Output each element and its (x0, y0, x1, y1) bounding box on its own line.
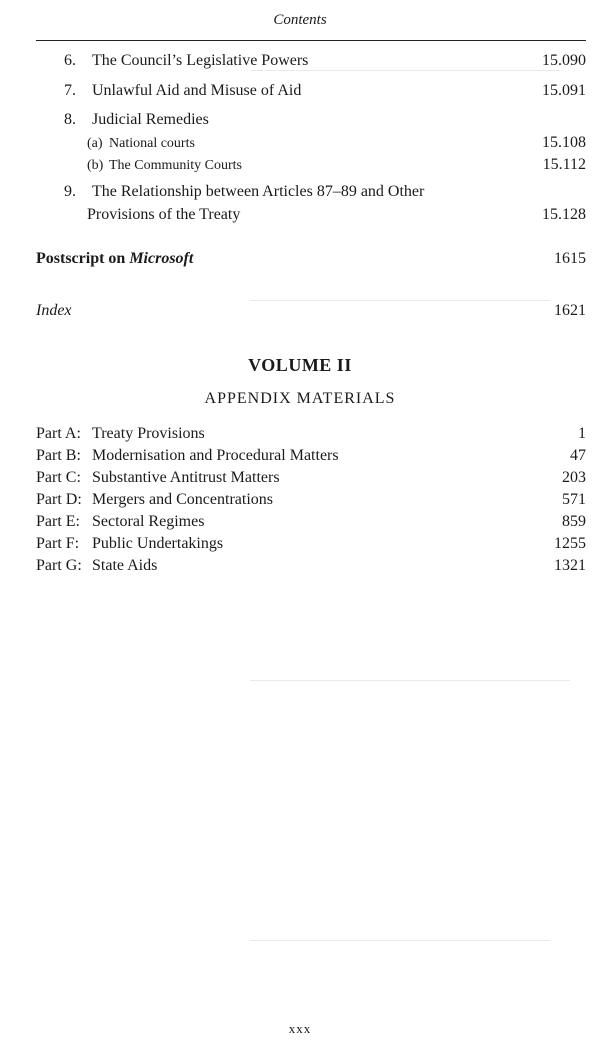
volume-title: VOLUME II (248, 355, 352, 375)
part-title: State Aids (92, 557, 158, 574)
show-through-line (250, 940, 550, 941)
toc-entry-continuation (36, 206, 586, 224)
part-title: Public Undertakings (92, 535, 224, 552)
part-label: Part A: (36, 425, 81, 442)
page-number: xxx (288, 1021, 312, 1036)
part-title: Mergers and Concentrations (92, 491, 273, 508)
part-page: 1255 (554, 535, 586, 552)
header-rule (36, 40, 586, 41)
entry-number: 9. (64, 183, 76, 200)
show-through-line (250, 300, 550, 301)
part-entry (36, 535, 586, 553)
part-entry (36, 447, 586, 465)
show-through-line (250, 70, 560, 71)
show-through-line (250, 680, 570, 681)
part-page: 47 (570, 447, 586, 464)
part-entry (36, 491, 586, 509)
part-page: 859 (562, 513, 586, 530)
toc-subentry (36, 134, 586, 152)
entry-number: 6. (64, 52, 76, 69)
entry-title: Unlawful Aid and Misuse of Aid (92, 82, 302, 99)
entry-page: 15.128 (542, 206, 586, 223)
part-title: Sectoral Regimes (92, 513, 205, 530)
part-label: Part B: (36, 447, 81, 464)
part-label: Part C: (36, 469, 81, 486)
part-entry (36, 469, 586, 487)
entry-number: 8. (64, 111, 76, 128)
entry-number: 7. (64, 82, 76, 99)
entry-page: 15.112 (542, 156, 586, 173)
entry-page: 15.091 (542, 82, 586, 99)
part-page: 203 (562, 469, 586, 486)
part-title: Treaty Provisions (92, 425, 205, 442)
entry-title: Provisions of the Treaty (87, 206, 241, 223)
toc-entry (36, 52, 586, 70)
subentry-title: National courts (109, 136, 195, 151)
toc-entry (36, 183, 586, 201)
toc-subentry (36, 156, 586, 174)
subentry-letter: (b) (87, 158, 104, 173)
part-page: 1321 (554, 557, 586, 574)
entry-page: 15.108 (542, 134, 586, 151)
index-label: Index (36, 302, 72, 319)
part-entry (36, 513, 586, 531)
postscript-label: Postscript on (36, 250, 130, 267)
running-head: Contents (273, 12, 327, 28)
part-label: Part G: (36, 557, 82, 574)
subentry-title: The Community Courts (109, 158, 242, 173)
part-title: Substantive Antitrust Matters (92, 469, 280, 486)
entry-page: 15.090 (542, 52, 586, 69)
postscript-page: 1615 (554, 250, 586, 267)
part-label: Part F: (36, 535, 80, 552)
toc-entry (36, 82, 586, 100)
part-entry (36, 425, 586, 443)
toc-entry (36, 111, 586, 129)
subentry-letter: (a) (87, 136, 103, 151)
part-page: 1 (578, 425, 586, 442)
volume-subtitle: APPENDIX MATERIALS (204, 390, 396, 407)
postscript-label-italic: Microsoft (129, 250, 194, 267)
entry-title: Judicial Remedies (92, 111, 209, 128)
postscript-entry (36, 250, 586, 268)
part-page: 571 (562, 491, 586, 508)
part-label: Part E: (36, 513, 80, 530)
entry-title: The Council’s Legislative Powers (92, 52, 309, 69)
entry-title: The Relationship between Articles 87–89 and Other (92, 183, 425, 200)
part-entry (36, 557, 586, 575)
index-entry (36, 302, 586, 320)
index-page: 1621 (554, 302, 586, 319)
part-label: Part D: (36, 491, 82, 508)
part-title: Modernisation and Procedural Matters (92, 447, 339, 464)
